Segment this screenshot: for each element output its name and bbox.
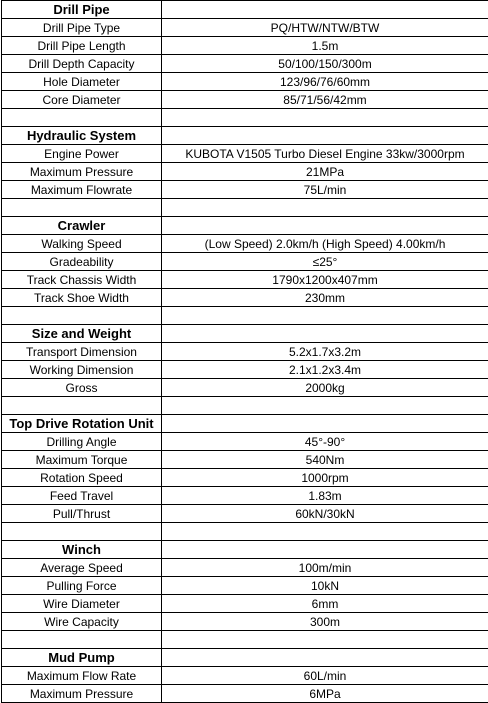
spec-label: Drilling Angle [2, 433, 162, 451]
spec-value: 540Nm [162, 451, 488, 469]
spec-value: 21MPa [162, 163, 488, 181]
section-header-row [2, 541, 488, 559]
spec-label: Maximum Flowrate [2, 181, 162, 199]
spec-value: 230mm [162, 289, 488, 307]
spec-value: PQ/HTW/NTW/BTW [162, 19, 488, 37]
section-title: Winch [2, 541, 162, 559]
spec-label: Average Speed [2, 559, 162, 577]
spec-table [1, 0, 488, 703]
section-header-empty-cell [162, 541, 488, 559]
spec-value: 60kN/30kN [162, 505, 488, 523]
section-header-empty-cell [162, 127, 488, 145]
section-title: Hydraulic System [2, 127, 162, 145]
spec-value: 75L/min [162, 181, 488, 199]
spec-value: 50/100/150/300m [162, 55, 488, 73]
spacer-cell [2, 199, 162, 217]
spec-row [2, 379, 488, 397]
spacer-cell [2, 307, 162, 325]
spec-label: Wire Capacity [2, 613, 162, 631]
spec-row [2, 595, 488, 613]
spec-value: 6MPa [162, 685, 488, 703]
spacer-cell [162, 523, 488, 541]
spec-row [2, 667, 488, 685]
section-title: Crawler [2, 217, 162, 235]
spacer-cell [2, 109, 162, 127]
section-header-empty-cell [162, 325, 488, 343]
spec-row [2, 271, 488, 289]
spec-value: 5.2x1.7x3.2m [162, 343, 488, 361]
spacer-cell [2, 523, 162, 541]
section-header-empty-cell [162, 217, 488, 235]
spec-row [2, 55, 488, 73]
spec-table-body [2, 1, 488, 703]
spec-value: 300m [162, 613, 488, 631]
spec-row [2, 685, 488, 703]
spacer-cell [162, 307, 488, 325]
spec-label: Gross [2, 379, 162, 397]
spec-value: 100m/min [162, 559, 488, 577]
section-header-row [2, 1, 488, 19]
spec-label: Pull/Thrust [2, 505, 162, 523]
spec-label: Hole Diameter [2, 73, 162, 91]
spacer-row [2, 397, 488, 415]
section-title: Mud Pump [2, 649, 162, 667]
spacer-cell [2, 397, 162, 415]
spec-label: Maximum Pressure [2, 163, 162, 181]
spec-value: ≤25° [162, 253, 488, 271]
spec-value: 6mm [162, 595, 488, 613]
spec-row [2, 487, 488, 505]
spacer-row [2, 631, 488, 649]
section-title: Size and Weight [2, 325, 162, 343]
spec-label: Drill Depth Capacity [2, 55, 162, 73]
spec-value: 1000rpm [162, 469, 488, 487]
spacer-cell [162, 109, 488, 127]
spec-row [2, 289, 488, 307]
spec-row [2, 235, 488, 253]
spacer-row [2, 199, 488, 217]
spec-label: Maximum Pressure [2, 685, 162, 703]
spec-label: Drill Pipe Type [2, 19, 162, 37]
spec-row [2, 505, 488, 523]
section-header-row [2, 649, 488, 667]
section-header-empty-cell [162, 1, 488, 19]
spec-value: 1.5m [162, 37, 488, 55]
spec-value: 1790x1200x407mm [162, 271, 488, 289]
spec-label: Feed Travel [2, 487, 162, 505]
spec-label: Wire Diameter [2, 595, 162, 613]
spec-row [2, 451, 488, 469]
spec-value: 10kN [162, 577, 488, 595]
spec-value: 2000kg [162, 379, 488, 397]
spec-label: Transport Dimension [2, 343, 162, 361]
spec-label: Engine Power [2, 145, 162, 163]
spec-row [2, 19, 488, 37]
spec-label: Track Shoe Width [2, 289, 162, 307]
spec-value: 123/96/76/60mm [162, 73, 488, 91]
spec-label: Maximum Flow Rate [2, 667, 162, 685]
spec-row [2, 91, 488, 109]
section-header-row [2, 415, 488, 433]
spec-label: Working Dimension [2, 361, 162, 379]
spec-label: Maximum Torque [2, 451, 162, 469]
spacer-row [2, 523, 488, 541]
spec-row [2, 433, 488, 451]
spec-label: Drill Pipe Length [2, 37, 162, 55]
spec-value: 85/71/56/42mm [162, 91, 488, 109]
spacer-row [2, 307, 488, 325]
spec-value: 1.83m [162, 487, 488, 505]
spec-row [2, 163, 488, 181]
spec-row [2, 361, 488, 379]
spec-row [2, 613, 488, 631]
spec-label: Rotation Speed [2, 469, 162, 487]
spacer-cell [162, 631, 488, 649]
spec-row [2, 559, 488, 577]
spec-value: (Low Speed) 2.0km/h (High Speed) 4.00km/h [162, 235, 488, 253]
spacer-cell [162, 397, 488, 415]
section-title: Drill Pipe [2, 1, 162, 19]
spec-label: Track Chassis Width [2, 271, 162, 289]
spec-row [2, 73, 488, 91]
spec-label: Walking Speed [2, 235, 162, 253]
spec-row [2, 181, 488, 199]
section-header-row [2, 127, 488, 145]
section-header-row [2, 217, 488, 235]
spacer-cell [162, 199, 488, 217]
spec-label: Gradeability [2, 253, 162, 271]
section-header-empty-cell [162, 649, 488, 667]
spec-value: 2.1x1.2x3.4m [162, 361, 488, 379]
spec-row [2, 343, 488, 361]
spec-value: 45°-90° [162, 433, 488, 451]
spec-label: Core Diameter [2, 91, 162, 109]
spacer-cell [2, 631, 162, 649]
spec-label: Pulling Force [2, 577, 162, 595]
spec-row [2, 37, 488, 55]
spec-row [2, 253, 488, 271]
spec-row [2, 469, 488, 487]
spacer-row [2, 109, 488, 127]
spec-row [2, 577, 488, 595]
section-header-row [2, 325, 488, 343]
section-header-empty-cell [162, 415, 488, 433]
section-title: Top Drive Rotation Unit [2, 415, 162, 433]
spec-value: KUBOTA V1505 Turbo Diesel Engine 33kw/3000rpm [162, 145, 488, 163]
spec-value: 60L/min [162, 667, 488, 685]
spec-row [2, 145, 488, 163]
